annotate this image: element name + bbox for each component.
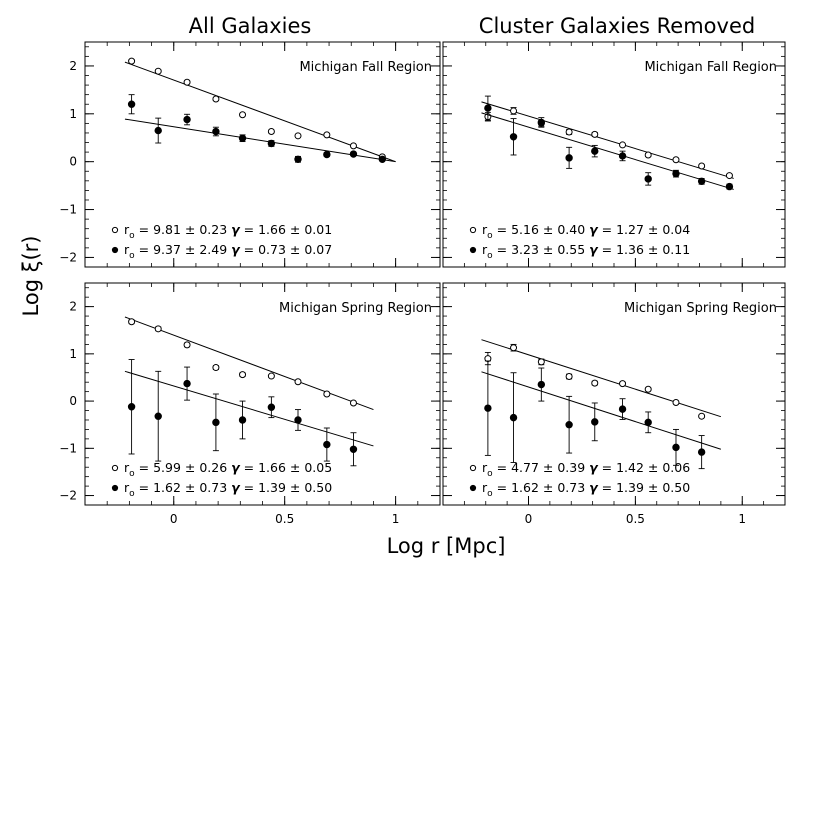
- data-point: [184, 79, 190, 85]
- series-open: [470, 340, 720, 479]
- data-point: [350, 143, 356, 149]
- legend-marker: [470, 247, 475, 252]
- data-point: [240, 372, 246, 378]
- data-point: [592, 380, 598, 386]
- fit-annotation: $r_o = 9.81 \pm 0.23$ γ = 1.66 ± 0.01: [124, 222, 333, 241]
- fit-annotation: $r_o = 9.37 \pm 2.49$ γ = 0.73 ± 0.07: [124, 242, 333, 261]
- y-tick-label: 1: [69, 346, 77, 361]
- data-point: [213, 128, 219, 134]
- legend-marker: [112, 485, 117, 490]
- fit-annotation: $r_o = 1.62 \pm 0.73$ γ = 1.39 ± 0.50: [124, 480, 333, 499]
- x-tick-label: 1: [391, 512, 400, 526]
- data-point: [592, 148, 598, 154]
- fit-line: [481, 340, 720, 417]
- data-point: [698, 449, 704, 455]
- x-axis-label: Log r [Mpc]: [386, 534, 506, 558]
- series-open: [470, 102, 733, 241]
- series-filled: [112, 360, 373, 499]
- fit-annotation: $r_o = 5.99 \pm 0.26$ γ = 1.66 ± 0.05: [124, 460, 333, 479]
- data-point: [268, 129, 274, 135]
- data-point: [645, 419, 651, 425]
- region-label: Michigan Spring Region: [278, 301, 432, 316]
- y-tick-label: −2: [59, 488, 77, 503]
- data-point: [295, 417, 301, 423]
- y-tick-label: 0: [69, 394, 77, 409]
- fit-line: [481, 372, 720, 449]
- column-title-right: Cluster Galaxies Removed: [478, 14, 756, 38]
- series-open: [112, 58, 395, 241]
- y-tick-label: 2: [69, 299, 77, 314]
- data-point: [485, 105, 491, 111]
- data-point: [184, 380, 190, 386]
- data-point: [699, 413, 705, 419]
- data-point: [155, 326, 161, 332]
- data-point: [184, 342, 190, 348]
- fit-line: [481, 102, 733, 179]
- data-point: [620, 142, 626, 148]
- fit-annotation: $r_o = 4.77 \pm 0.39$ γ = 1.42 ± 0.06: [482, 460, 691, 479]
- data-point: [155, 127, 161, 133]
- y-tick-label: −1: [59, 441, 77, 456]
- fit-annotation: $r_o = 5.16 \pm 0.40$ γ = 1.27 ± 0.04: [482, 222, 691, 241]
- data-point: [129, 58, 135, 64]
- fit-annotation: $r_o = 3.23 \pm 0.55$ γ = 1.36 ± 0.11: [482, 242, 691, 261]
- data-point: [645, 176, 651, 182]
- panels: [59, 42, 785, 526]
- y-axis-label: Log ξ(r): [19, 235, 43, 317]
- y-tick-label: 2: [69, 58, 77, 73]
- data-point: [239, 135, 245, 141]
- data-point: [155, 68, 161, 74]
- data-point: [155, 413, 161, 419]
- data-point: [699, 163, 705, 169]
- chart-panel-1: [443, 42, 785, 267]
- data-point: [698, 178, 704, 184]
- data-point: [239, 417, 245, 423]
- data-point: [619, 153, 625, 159]
- region-label: Michigan Fall Region: [299, 60, 432, 75]
- data-point: [324, 441, 330, 447]
- data-point: [566, 129, 572, 135]
- data-point: [324, 151, 330, 157]
- series-open: [112, 317, 373, 479]
- data-point: [538, 381, 544, 387]
- data-point: [645, 152, 651, 158]
- y-tick-label: 0: [69, 154, 77, 169]
- data-point: [485, 405, 491, 411]
- data-point: [213, 96, 219, 102]
- x-tick-label: 0.5: [275, 512, 295, 526]
- data-point: [350, 151, 356, 157]
- data-point: [295, 379, 301, 385]
- chart-panel-0: [59, 42, 440, 267]
- data-point: [538, 359, 544, 365]
- data-point: [128, 101, 134, 107]
- data-point: [566, 422, 572, 428]
- region-label: Michigan Fall Region: [644, 60, 777, 75]
- data-point: [213, 419, 219, 425]
- data-point: [268, 140, 274, 146]
- fit-annotation: $r_o = 1.62 \pm 0.73$ γ = 1.39 ± 0.50: [482, 480, 691, 499]
- legend-marker: [470, 465, 475, 470]
- data-point: [240, 112, 246, 118]
- data-point: [620, 381, 626, 387]
- data-point: [592, 131, 598, 137]
- data-point: [295, 133, 301, 139]
- legend-marker: [112, 227, 117, 232]
- data-point: [268, 373, 274, 379]
- data-point: [324, 391, 330, 397]
- data-point: [184, 116, 190, 122]
- data-point: [673, 157, 679, 163]
- data-point: [510, 414, 516, 420]
- data-point: [295, 156, 301, 162]
- chart-panel-2: [59, 283, 440, 526]
- y-tick-label: −1: [59, 202, 77, 217]
- x-tick-label: 0: [524, 512, 533, 526]
- x-tick-label: 0: [169, 512, 178, 526]
- legend-marker: [470, 485, 475, 490]
- data-point: [350, 446, 356, 452]
- data-point: [324, 132, 330, 138]
- x-tick-label: 1: [738, 512, 747, 526]
- fit-line: [125, 317, 374, 410]
- legend-marker: [112, 247, 117, 252]
- chart-panel-3: [443, 283, 785, 526]
- data-point: [379, 156, 385, 162]
- data-point: [645, 386, 651, 392]
- data-point: [726, 173, 732, 179]
- data-point: [592, 419, 598, 425]
- region-label: Michigan Spring Region: [623, 301, 777, 316]
- x-tick-label: 0.5: [625, 512, 645, 526]
- data-point: [566, 374, 572, 380]
- y-tick-label: 1: [69, 106, 77, 121]
- data-point: [213, 365, 219, 371]
- data-point: [350, 400, 356, 406]
- data-point: [673, 444, 679, 450]
- legend-marker: [470, 227, 475, 232]
- data-point: [673, 170, 679, 176]
- data-point: [566, 155, 572, 161]
- data-point: [726, 183, 732, 189]
- data-point: [128, 404, 134, 410]
- data-point: [673, 400, 679, 406]
- data-point: [268, 404, 274, 410]
- fit-line: [481, 113, 733, 190]
- data-point: [129, 319, 135, 325]
- fit-line: [125, 371, 374, 446]
- data-point: [510, 134, 516, 140]
- data-point: [511, 345, 517, 351]
- legend-marker: [112, 465, 117, 470]
- y-tick-label: −2: [59, 250, 77, 265]
- data-point: [511, 108, 517, 114]
- data-point: [538, 119, 544, 125]
- column-title-left: All Galaxies: [188, 14, 312, 38]
- data-point: [619, 406, 625, 412]
